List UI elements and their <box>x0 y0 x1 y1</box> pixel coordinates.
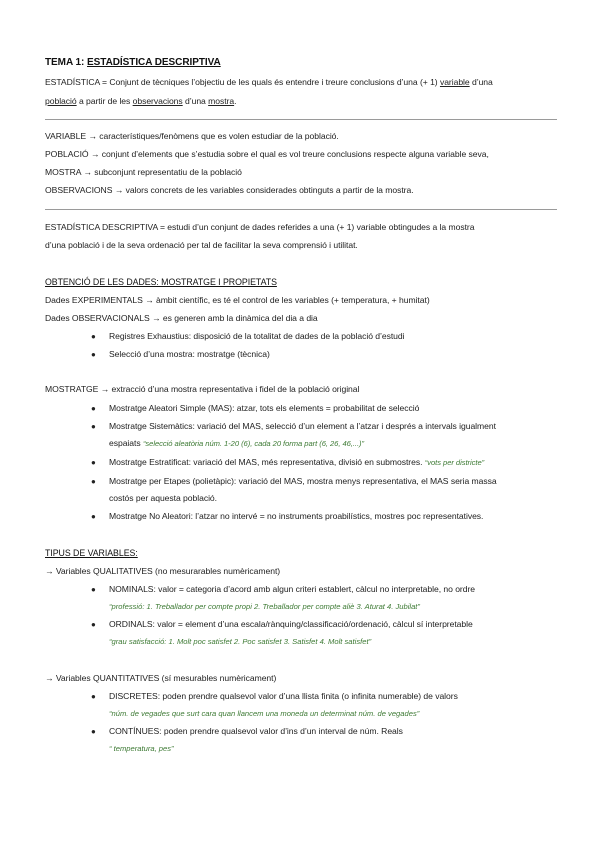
list-item-discretes: DISCRETES: poden prendre qualsevol valor d’una llista finita (o infinita numerable) de valors <box>109 691 458 701</box>
variables-qualitatives: → Variables QUALITATIVES (no mesurarables numèricament) <box>45 566 281 576</box>
dades-experimentals: Dades EXPERIMENTALS → àmbit científic, es té el control de les variables (+ temperatura, + humitat) <box>45 295 430 305</box>
list-item: Mostratge Estratificat: variació del MAS, més representativa, divisió en submostres. “vots per districte” <box>109 457 485 467</box>
list-item-ordinals: ORDINALS: valor = element d’una escala/rànquing/classificació/ordenació, càlcul sí interpretable <box>109 619 473 629</box>
example-nominals: “professió: 1. Treballador per compte propi 2. Treballador per compte aliè 3. Aturat 4. Jubilat” <box>109 602 420 611</box>
divider <box>45 119 557 120</box>
bullet-icon: ● <box>91 422 96 431</box>
page-title <box>45 57 221 68</box>
bullet-icon: ● <box>91 620 96 629</box>
bullet-icon: ● <box>91 350 96 359</box>
bullet-icon: ● <box>91 477 96 486</box>
list-item: Mostratge per Etapes (polietàpic): variació del MAS, mostra menys representativa, el MAS seria massa <box>109 476 497 486</box>
section-heading-obtencio: OBTENCIÓ DE LES DADES: MOSTRATGE I PROPIETATS <box>45 277 277 287</box>
definition-poblacio: POBLACIÓ → conjunt d’elements que s’estudia sobre el qual es vol treure conclusions respecte alguna variable seva, <box>45 149 489 159</box>
list-item: Selecció d’una mostra: mostratge (tècnica) <box>109 349 270 359</box>
definition-variable: VARIABLE → característiques/fenòmens que es volen estudiar de la població. <box>45 131 339 141</box>
variables-quantitatives: → Variables QUANTITATIVES (sí mesurables numèricament) <box>45 673 277 683</box>
bullet-icon: ● <box>91 727 96 736</box>
mostratge-heading: MOSTRATGE → extracció d’una mostra representativa i fidel de la població original <box>45 384 360 394</box>
intro-line-2: població a partir de les observacions d’una mostra. <box>45 96 237 106</box>
list-item: Mostratge Aleatori Simple (MAS): atzar, tots els elements = probabilitat de selecció <box>109 403 420 413</box>
definition-mostra: MOSTRA → subconjunt representatiu de la població <box>45 167 242 177</box>
example-ordinals: “grau satisfacció: 1. Molt poc satisfet 2. Poc satisfet 3. Satisfet 4. Molt satisfet” <box>109 637 372 646</box>
term-mostra: mostra <box>208 96 235 106</box>
bullet-icon: ● <box>91 332 96 341</box>
example-text: “vots per districte” <box>424 458 485 467</box>
example-text: “selecció aleatòria núm. 1-20 (6), cada 20 forma part (6, 26, 46,...)” <box>142 439 364 448</box>
divider <box>45 209 557 210</box>
list-item-nominals: NOMINALS: valor = categoria d’acord amb algun criteri establert, càlcul no interpretable, no ordre <box>109 584 476 594</box>
section-heading-tipus: TIPUS DE VARIABLES: <box>45 548 138 558</box>
term-observacions: observacions <box>132 96 183 106</box>
example-discretes: “núm. de vegades que surt cara quan llancem una moneda un determinat núm. de vegades” <box>109 709 420 718</box>
bullet-icon: ● <box>91 458 96 467</box>
dades-observacionals: Dades OBSERVACIONALS → es generen amb la dinàmica del dia a dia <box>45 313 318 323</box>
bullet-icon: ● <box>91 512 96 521</box>
descriptive-line-1: ESTADÍSTICA DESCRIPTIVA = estudi d’un conjunt de dades referides a una (+ 1) variable obtingudes a la mostra <box>45 222 475 232</box>
list-item: Registres Exhaustius: disposició de la totalitat de dades de la població d’estudi <box>109 331 405 341</box>
title-prefix: TEMA 1: <box>45 57 88 68</box>
list-item: Mostratge No Aleatori: l’atzar no intervé = no instruments proabilístics, mostres poc representatives. <box>109 511 484 521</box>
bullet-icon: ● <box>91 692 96 701</box>
term-poblacio: població <box>45 96 77 106</box>
list-item-continuation: costós per aquesta població. <box>109 493 218 503</box>
term-variable: variable <box>439 77 470 87</box>
descriptive-line-2: d’una població i de la seva ordenació per tal de facilitar la seva comprensió i utilitat. <box>45 240 358 250</box>
list-item: Mostratge Sistemàtics: variació del MAS, selecció d’un element a l’atzar i després a intervals igualment <box>109 421 496 431</box>
title-main: ESTADÍSTICA DESCRIPTIVA <box>87 57 221 68</box>
intro-line-1: ESTADÍSTICA = Conjunt de tècniques l’objectiu de les quals és entendre i treure conclusions d’una (+ 1) variable d’una <box>45 77 493 87</box>
bullet-icon: ● <box>91 404 96 413</box>
definition-observacions: OBSERVACIONS → valors concrets de les variables considerades obtinguts a partir de la mostra. <box>45 185 414 195</box>
example-continues: “ temperatura, pes” <box>109 744 174 753</box>
bullet-icon: ● <box>91 585 96 594</box>
list-item-continues: CONTÍNUES: poden prendre qualsevol valor d’ins d’un interval de núm. Reals <box>109 726 403 736</box>
list-item-continuation: espaiats “selecció aleatòria núm. 1-20 (6), cada 20 forma part (6, 26, 46,...)” <box>109 438 364 448</box>
